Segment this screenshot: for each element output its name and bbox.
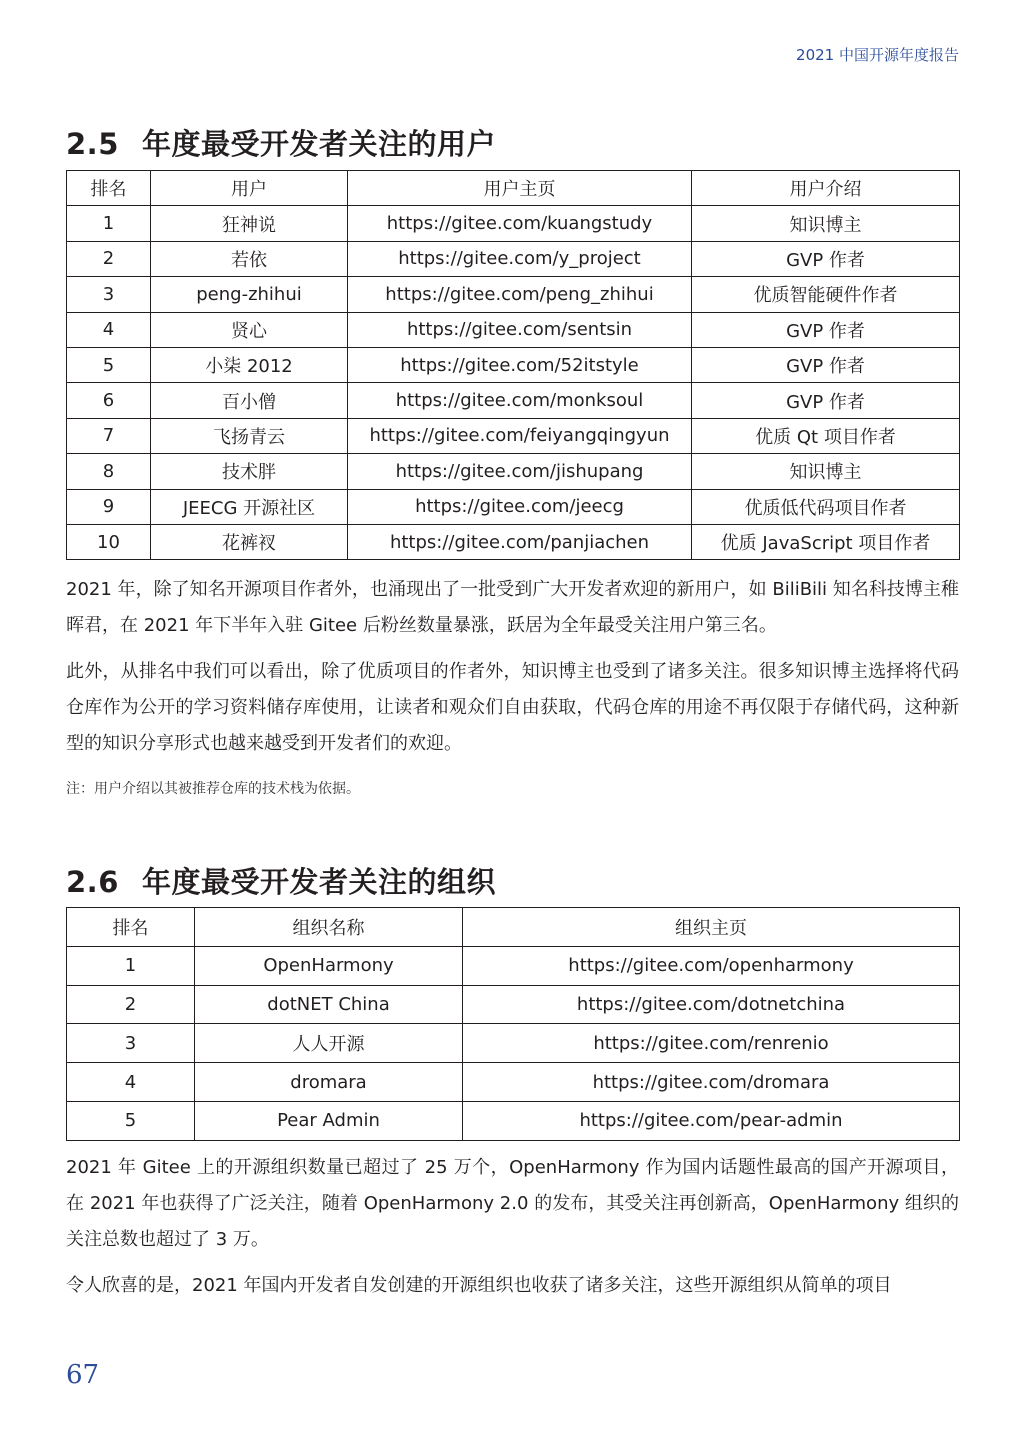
column-header: 用户主页 — [348, 171, 692, 206]
users-table-note: 注：用户介绍以其被推荐仓库的技术栈为依据。 — [66, 781, 360, 797]
table-row — [67, 241, 960, 276]
report-header-title: 2021 中国开源年度报告 — [796, 46, 959, 64]
table-cell: 10 — [67, 524, 151, 559]
table-row — [67, 277, 960, 312]
table-cell: 优质低代码项目作者 — [692, 489, 960, 524]
table-row — [67, 454, 960, 489]
table-cell: https://gitee.com/panjiachen — [348, 524, 692, 559]
table-row — [67, 312, 960, 347]
table-cell: https://gitee.com/peng_zhihui — [348, 277, 692, 312]
table-cell: 优质 JavaScript 项目作者 — [692, 524, 960, 559]
section-2-6-heading — [66, 860, 496, 901]
table-cell: 狂神说 — [151, 206, 348, 241]
table-row — [67, 524, 960, 559]
table-cell: dotNET China — [195, 985, 463, 1024]
table-row — [67, 206, 960, 241]
table-row — [67, 489, 960, 524]
column-header: 用户 — [151, 171, 348, 206]
table-cell: 1 — [67, 206, 151, 241]
table-cell: dromara — [195, 1063, 463, 1102]
table-cell: 小柒 2012 — [151, 347, 348, 382]
table-cell: https://gitee.com/openharmony — [463, 946, 960, 985]
section-2-5-heading — [66, 122, 496, 163]
table-cell: https://gitee.com/jeecg — [348, 489, 692, 524]
table-cell: 知识博主 — [692, 206, 960, 241]
table-cell: 5 — [67, 347, 151, 382]
top-users-table — [66, 170, 960, 560]
table-cell: https://gitee.com/pear-admin — [463, 1101, 960, 1140]
table-cell: 优质智能硬件作者 — [692, 277, 960, 312]
table-cell: 5 — [67, 1101, 195, 1140]
table-cell: peng-zhihui — [151, 277, 348, 312]
table-cell: 3 — [67, 1024, 195, 1063]
table-cell: 4 — [67, 312, 151, 347]
table-cell: 4 — [67, 1063, 195, 1102]
column-header: 排名 — [67, 908, 195, 947]
table-cell: 贤心 — [151, 312, 348, 347]
orgs-paragraph-1: 2021 年 Gitee 上的开源组织数量已超过了 25 万个，OpenHarmony 作为国内话题性最高的国产开源项目，在 2021 年也获得了广泛关注，随着 OpenHarmony 2.0 的发布，其受关注再创新高，OpenHarmony 组织的关注总数也超过了 3 万。 — [66, 1157, 959, 1250]
orgs-paragraph-2: 令人欣喜的是，2021 年国内开发者自发创建的开源组织也收获了诸多关注，这些开源组织从简单的项目 — [66, 1275, 892, 1296]
section-title-text: 年度最受开发者关注的组织 — [142, 865, 497, 899]
table-cell: https://gitee.com/monksoul — [348, 383, 692, 418]
column-header: 组织名称 — [195, 908, 463, 947]
table-row — [67, 347, 960, 382]
table-cell: 6 — [67, 383, 151, 418]
table-cell: 优质 Qt 项目作者 — [692, 418, 960, 453]
table-cell: https://gitee.com/renrenio — [463, 1024, 960, 1063]
table-cell: 若依 — [151, 241, 348, 276]
table-header-row — [67, 908, 960, 947]
table-cell: https://gitee.com/feiyangqingyun — [348, 418, 692, 453]
column-header: 组织主页 — [463, 908, 960, 947]
table-row — [67, 1063, 960, 1102]
table-cell: 2 — [67, 241, 151, 276]
table-cell: Pear Admin — [195, 1101, 463, 1140]
top-orgs-table — [66, 907, 960, 1141]
table-row — [67, 383, 960, 418]
table-cell: 3 — [67, 277, 151, 312]
table-cell: 百小僧 — [151, 383, 348, 418]
users-paragraph-1: 2021 年，除了知名开源项目作者外，也涌现出了一批受到广大开发者欢迎的新用户，如 BiliBili 知名科技博主稚晖君，在 2021 年下半年入驻 Gitee 后粉丝数量暴涨，跃居为全年最受关注用户第三名。 — [66, 579, 959, 636]
section-number: 2.6 — [66, 865, 119, 899]
table-cell: GVP 作者 — [692, 241, 960, 276]
table-row — [67, 946, 960, 985]
table-cell: 人人开源 — [195, 1024, 463, 1063]
table-cell: JEECG 开源社区 — [151, 489, 348, 524]
table-cell: 8 — [67, 454, 151, 489]
table-cell: 2 — [67, 985, 195, 1024]
table-cell: https://gitee.com/jishupang — [348, 454, 692, 489]
column-header: 用户介绍 — [692, 171, 960, 206]
table-row — [67, 985, 960, 1024]
table-header-row — [67, 171, 960, 206]
section-title-text: 年度最受开发者关注的用户 — [142, 127, 497, 161]
table-cell: OpenHarmony — [195, 946, 463, 985]
table-cell: https://gitee.com/kuangstudy — [348, 206, 692, 241]
section-number: 2.5 — [66, 127, 119, 161]
table-cell: GVP 作者 — [692, 383, 960, 418]
table-cell: 知识博主 — [692, 454, 960, 489]
table-row — [67, 418, 960, 453]
table-row — [67, 1024, 960, 1063]
table-cell: https://gitee.com/sentsin — [348, 312, 692, 347]
table-cell: GVP 作者 — [692, 347, 960, 382]
page-number: 67 — [66, 1360, 100, 1390]
table-cell: https://gitee.com/dromara — [463, 1063, 960, 1102]
table-cell: 飞扬青云 — [151, 418, 348, 453]
users-paragraph-2: 此外，从排名中我们可以看出，除了优质项目的作者外，知识博主也受到了诸多关注。很多知识博主选择将代码仓库作为公开的学习资料储存库使用，让读者和观众们自由获取，代码仓库的用途不再仅限于存储代码，这种新型的知识分享形式也越来越受到开发者们的欢迎。 — [66, 661, 959, 754]
table-cell: 9 — [67, 489, 151, 524]
table-cell: 技术胖 — [151, 454, 348, 489]
table-cell: 花裤衩 — [151, 524, 348, 559]
column-header: 排名 — [67, 171, 151, 206]
table-cell: 1 — [67, 946, 195, 985]
table-row — [67, 1101, 960, 1140]
table-cell: https://gitee.com/y_project — [348, 241, 692, 276]
table-cell: 7 — [67, 418, 151, 453]
table-cell: https://gitee.com/52itstyle — [348, 347, 692, 382]
table-cell: GVP 作者 — [692, 312, 960, 347]
table-cell: https://gitee.com/dotnetchina — [463, 985, 960, 1024]
